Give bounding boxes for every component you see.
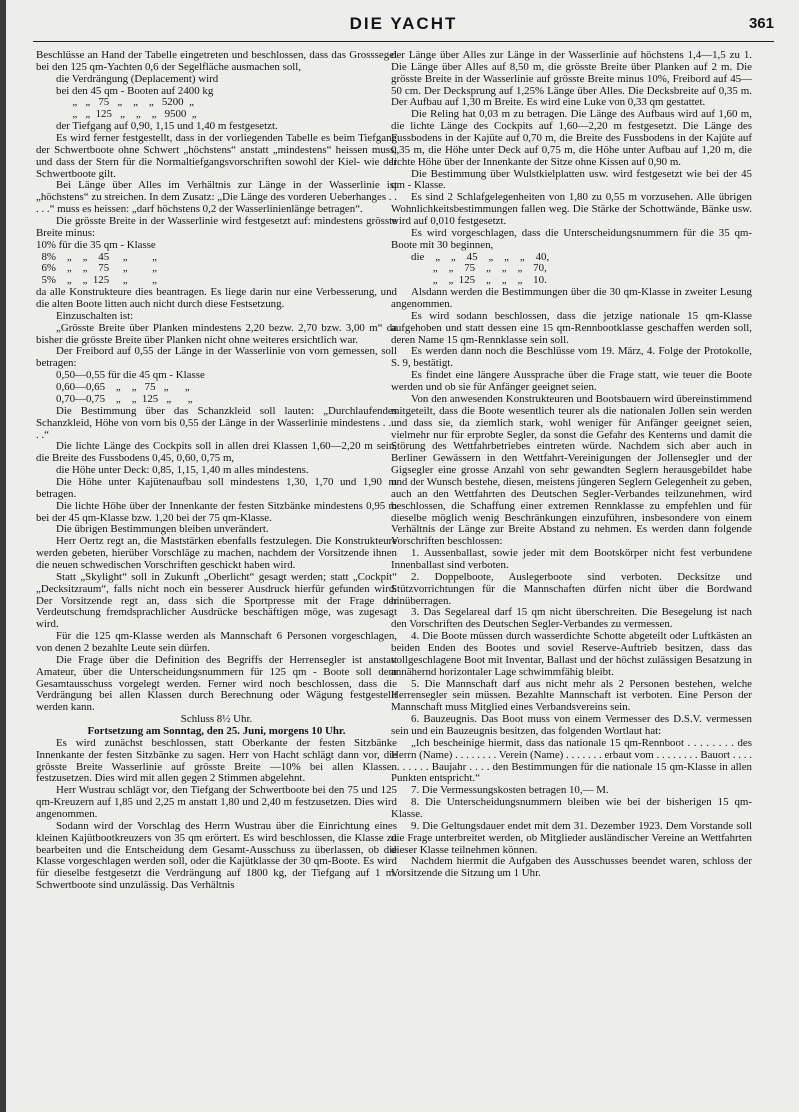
right-paragraph: Von den anwesenden Konstrukteuren und Bootsbauern wird übereinstimmend mitgeteilt, dass die Boote wesentlich teurer als die nationalen Jollen sein werden und dass sie, da ziemlich stark, wohl weniger für Anfänger geeignet seien, vielmehr nur für erprobte Segler, da sonst die Gefahr des Kenterns und damit die Störung des Wettfahrbetriebes eintreten würde. Nachdem sich aber auch in Berliner Gewässern in den Wettfahrt-Vereinigungen der Jollensegler und der Gigsegler eine grosse Anzahl von sehr gewandten Seglern herausgebildet habe und der Wunsch bestehe, diesen, meistens jüngeren Seglern Gelegenheit zu geben, auch an den Wettfahrten des Deutschen Segler-Verbandes teilzunehmen, wird beschlossen, die Schaffung einer extremen Rennklasse zu empfehlen und für dieselbe möglich wenig Beschränkungen einzuführen, insbesondere von einem Verhältnis der Länge zur Breite Abstand zu nehmen. Es werden dann folgende Vorschriften beschlossen: (391, 392, 752, 548)
left-paragraph: 0,60—0,65 „ „ 75 „ „ (56, 381, 190, 394)
left-paragraph: Einzuschalten ist: (56, 309, 134, 322)
running-title: DIE YACHT (349, 14, 458, 33)
right-paragraph: 7. Die Vermessungskosten betragen 10,— M. (411, 784, 609, 797)
left-paragraph: die Höhe unter Deck: 0,85, 1,15, 1,40 m alles mindestens. (56, 464, 309, 477)
scan-edge (0, 0, 6, 1112)
right-paragraph: 4. Die Boote müssen durch wasserdichte Schotte abgeteilt oder Luftkästen an beiden Enden des Bootes und soviel Reserve-Auftrieb besitzen, dass das vollgeschlagene Boot mit Inventar, Ballast und der höchst zulässigen Besatzung in annähernd horizontaler Lage schwimmfähig bleibt. (391, 630, 752, 678)
left-paragraph: „ „ 125 „ „ „ 9500 „ (56, 108, 197, 121)
right-paragraph: 2. Doppelboote, Auslegerboote sind verboten. Decksitze und Stützvorrichtungen für die Mannschaften dürfen nicht über die Bordwand hinüberragen. (391, 570, 752, 607)
left-paragraph: Die Bestimmung über das Schanzkleid soll lauten: „Durchlaufendes Schanzkleid, Höhe von vorn bis 0,55 der Länge in der Wasserlinie mindestens . . . . .“ (36, 404, 397, 441)
right-paragraph: Es werden dann noch die Beschlüsse vom 19. März, 4. Folge der Protokolle, S. 9, bestätigt. (391, 345, 752, 370)
left-paragraph: Sodann wird der Vorschlag des Herrn Wustrau über die Einrichtung eines kleinen Kajütbootkreuzers von 35 qm erörtert. Es wird beschlossen, die Klasse zu bearbeiten und die Entscheidung dem Gesamt-Ausschuss zu überlassen, ob die Klasse vorgeschlagen werden soll, oder die Kajütklasse der 30 qm-Boote. Es wird für dieselbe festgesetzt die Verdrängung auf 1800 kg, der Tiefgang auf 1 m. Schwertboote sind unzulässig. Das Verhältnis (36, 819, 397, 892)
page-header (33, 14, 774, 38)
left-paragraph: Es wird ferner festgestellt, dass in der vorliegenden Tabelle es beim Tiefgang der Schwertboote ohne Schwert „höchstens“ anstatt „mindestens“ heissen muss, und dass der Stern für die Normaltiefgangsvorschriften sowohl der Kiel- wie der Schwertboote gilt. (36, 132, 397, 180)
left-paragraph: Beschlüsse an Hand der Tabelle eingetreten und beschlossen, dass das Grosssegel bei den 125 qm-Yachten 0,6 der Segelfläche ausmachen soll, (36, 49, 397, 73)
right-paragraph: 6. Bauzeugnis. Das Boot muss von einem Vermesser des D.S.V. vermessen sein und ein Bauzeugnis besitzen, das folgenden Wortlaut hat: (391, 713, 752, 737)
left-paragraph: Die Frage über die Definition des Begriffs der Herrensegler ist anstatt Amateur, über die Unterscheidungsnummern für 125 qm - Boote soll dem Gesamtausschuss vorgelegt werden. Ferner wird noch beschlossen, dass die Verdrängung bei allen Klassen durch Berechnung oder Wägung festgestellt werden kann. (36, 653, 397, 714)
left-paragraph: Herr Wustrau schlägt vor, den Tiefgang der Schwertboote bei den 75 und 125 qm-Kreuzern auf 1,85 und 2,25 m anstatt 1,80 und 2,40 m festzusetzen. Dies wird angenommen. (36, 784, 397, 820)
page-number: 361 (748, 15, 774, 32)
right-paragraph: „ „ 75 „ „ „ 70, (411, 262, 547, 275)
right-paragraph: „ „ 125 „ „ „ 10. (411, 274, 547, 287)
left-paragraph: Die Höhe unter Kajütenaufbau soll mindestens 1,30, 1,70 und 1,90 m betragen. (36, 475, 397, 500)
left-paragraph: 0,50—0,55 für die 45 qm - Klasse (56, 369, 205, 382)
right-paragraph: Alsdann werden die Bestimmungen über die 30 qm-Klasse in zweiter Lesung angenommen. (391, 286, 752, 311)
left-paragraph: Für die 125 qm-Klasse werden als Mannschaft 6 Personen vorgeschlagen, von denen 2 bezahlte Leute sein dürfen. (36, 630, 397, 654)
left-paragraph: 10% für die 35 qm - Klasse (36, 238, 156, 251)
right-paragraph: Es findet eine längere Aussprache über die Frage statt, wie teuer die Boote werden und ob sie für Anfänger geeignet seien. (391, 369, 752, 394)
right-paragraph: Die Bestimmung über Wulstkielplatten usw. wird festgesetzt wie bei der 45 qm - Klasse. (391, 167, 752, 192)
left-paragraph: 5% „ „ 125 „ „ (36, 274, 171, 287)
right-paragraph: Nachdem hiermit die Aufgaben des Ausschusses beendet waren, schloss der Vorsitzende die Sitzung um 1 Uhr. (391, 855, 752, 880)
left-paragraph: der Tiefgang auf 0,90, 1,15 und 1,40 m festgesetzt. (56, 120, 278, 133)
right-paragraph: die „ „ 45 „ „ „ 40, (411, 250, 550, 263)
left-paragraph: Die lichte Höhe über der Innenkante der festen Sitzbänke mindestens 0,95 m bei der 45 qm-Klasse bzw. 1,20 bei der 75 qm-Klasse. (36, 499, 397, 524)
right-paragraph: 9. Die Geltungsdauer endet mit dem 31. Dezember 1923. Dem Vorstande soll die Frage unterbreitet werden, ob Mitglieder ausländischer Vereine an Wettfahrten dieser Klasse teilnehmen können. (391, 819, 752, 856)
right-paragraph: der Länge über Alles zur Länge in der Wasserlinie auf höchstens 1,4—1,5 zu 1. Die Länge über Alles auf 8,50 m, die grösste Breite über Planken auf 2 m. Die grösste Breite in der Wasserlinie auf grösste Breite minus 10%, Freibord auf 45—50 cm. Der Decksprung auf 1,25% Länge über Alles. Die Decksbreite auf 0,35 m. Der Aufbau auf 1,30 m Breite. Es wird eine Luke von 0,33 qm gestattet. (391, 49, 752, 109)
left-paragraph: Die übrigen Bestimmungen bleiben unverändert. (56, 523, 269, 536)
left-paragraph: 6% „ „ 75 „ „ (36, 262, 171, 275)
left-paragraph: die Verdrängung (Deplacement) wird (56, 72, 219, 85)
left-paragraph: „ „ 75 „ „ „ 5200 „ (56, 96, 194, 109)
right-paragraph: „Ich bescheinige hiermit, dass das nationale 15 qm-Rennboot . . . . . . . . des Herrn (Name) . . . . . . . . Verein (Name) . . . . . . . erbaut vom . . . . . . . . Bauort . . . . . . . . . . . Baujahr . . . . den Bestimmungen für die nationale 15 qm-Klasse in allen Punkten entspricht.“ (391, 736, 752, 785)
left-paragraph: bei den 45 qm - Booten auf 2400 kg (56, 84, 214, 97)
right-paragraph: Es sind 2 Schlafgelegenheiten von 1,80 zu 0,55 m vorzusehen. Alle übrigen Wohnlichkeitsbestimmungen fallen weg. Die Stärke der Schottwände, Bänke usw. wird auf 0,010 festgesetzt. (391, 191, 752, 228)
left-paragraph: Fortsetzung am Sonntag, den 25. Juni, morgens 10 Uhr. (87, 724, 346, 737)
left-paragraph: da alle Konstrukteure dies beantragen. Es liege darin nur eine Verbesserung, und die alten Boote litten auch nicht durch diese Festsetzung. (36, 286, 397, 311)
left-paragraph: Es wird zunächst beschlossen, statt Oberkante der festen Sitzbänke Innenkante der festen Sitzbänke zu sagen. Herr von Hacht schlägt dann vor, die grösste Breite Wasserlinie auf grösste Breite —10% bei allen Klassen festzusetzen. Dies wird mit allen gegen 2 Stimmen abgelehnt. (36, 736, 397, 785)
left-paragraph: „Grösste Breite über Planken mindestens 2,20 bezw. 2,70 bzw. 3,00 m“ da bisher die grösste Breite über Planken nicht ohne weiteres ersichtlich war. (36, 321, 397, 346)
right-paragraph: 5. Die Mannschaft darf aus nicht mehr als 2 Personen bestehen, welche Herrensegler sein müssen. Bezahlte Mannschaft ist verboten. Eine Person der Mannschaft muss Mitglied eines Verbandsvereins sein. (391, 677, 752, 714)
right-paragraph: 1. Aussenballast, sowie jeder mit dem Bootskörper nicht fest verbundene Innenballast sind verboten. (391, 547, 752, 571)
left-paragraph: Die lichte Länge des Cockpits soll in allen drei Klassen 1,60—2,20 m sein, die Breite des Fussbodens 0,45, 0,60, 0,75 m, (36, 440, 397, 465)
header-rule (33, 41, 774, 42)
left-paragraph: Bei Länge über Alles im Verhältnis zur Länge in der Wasserlinie ist „höchstens“ zu streichen. In dem Zusatz: „Die Länge des vorderen Ueberhanges . . . . .“ muss es heissen: „darf höchstens 0,2 der Wasserlinienlänge betragen“. (36, 179, 397, 216)
right-column (391, 50, 752, 880)
right-paragraph: Die Reling hat 0,03 m zu betragen. Die Länge des Aufbaus wird auf 1,60 m, die lichte Länge des Cockpits auf 1,60—2,20 m festgesetzt. Die Länge des Fussbodens in der Kajüte auf 0,70 m, die Breite des Fussbodens in der Kajüte auf 0,35 m, die Höhe unter Deck auf 0,75 m, die Höhe unter Aufbau auf 1,20 m, die lichte Höhe über der Innenkante der Sitze ohne Kissen auf 0,90 m. (391, 108, 752, 168)
left-paragraph: Schluss 8½ Uhr. (180, 713, 253, 726)
left-column (36, 50, 397, 892)
left-paragraph: Die grösste Breite in der Wasserlinie wird festgesetzt auf: mindestens grösste Breite minus: (36, 215, 397, 239)
left-paragraph: Statt „Skylight“ soll in Zukunft „Oberlicht“ gesagt werden; statt „Cockpit“ „Decksitzraum“, falls nicht noch ein besserer Ausdruck hierfür gefunden wird. Der Vorsitzende regt an, dass sich die Sportpresse mit der Frage der Verdeutschung fremdsprachlicher Ausdrücke beschäftigen möge, was zugesagt wird. (36, 570, 397, 631)
right-paragraph: Es wird sodann beschlossen, dass die jetzige nationale 15 qm-Klasse aufgehoben und statt dessen eine 15 qm-Rennbootklasse geschaffen werden soll, deren Name 15 qm-Rennklasse sein soll. (391, 309, 752, 346)
left-paragraph: 0,70—0,75 „ „ 125 „ „ (56, 392, 193, 405)
left-paragraph: Der Freibord auf 0,55 der Länge in der Wasserlinie von vorn gemessen, soll betragen: (36, 345, 397, 370)
right-paragraph: 8. Die Unterscheidungsnummern bleiben wie bei der bisherigen 15 qm-Klasse. (391, 796, 752, 820)
left-paragraph: Herr Oertz regt an, die Maststärken ebenfalls festzulegen. Die Konstrukteure werden gebeten, hierüber Vorschläge zu machen, nachdem der Vorsitzende ihnen die neuen schwedischen Vorschriften geschickt haben wird. (36, 535, 397, 571)
right-paragraph: 3. Das Segelareal darf 15 qm nicht überschreiten. Die Besegelung ist nach den Vorschriften des Deutschen Segler-Verbandes zu vermessen. (391, 606, 752, 631)
right-paragraph: Es wird vorgeschlagen, dass die Unterscheidungsnummern für die 35 qm-Boote mit 30 beginnen, (391, 226, 752, 251)
left-paragraph: 8% „ „ 45 „ „ (36, 250, 171, 263)
